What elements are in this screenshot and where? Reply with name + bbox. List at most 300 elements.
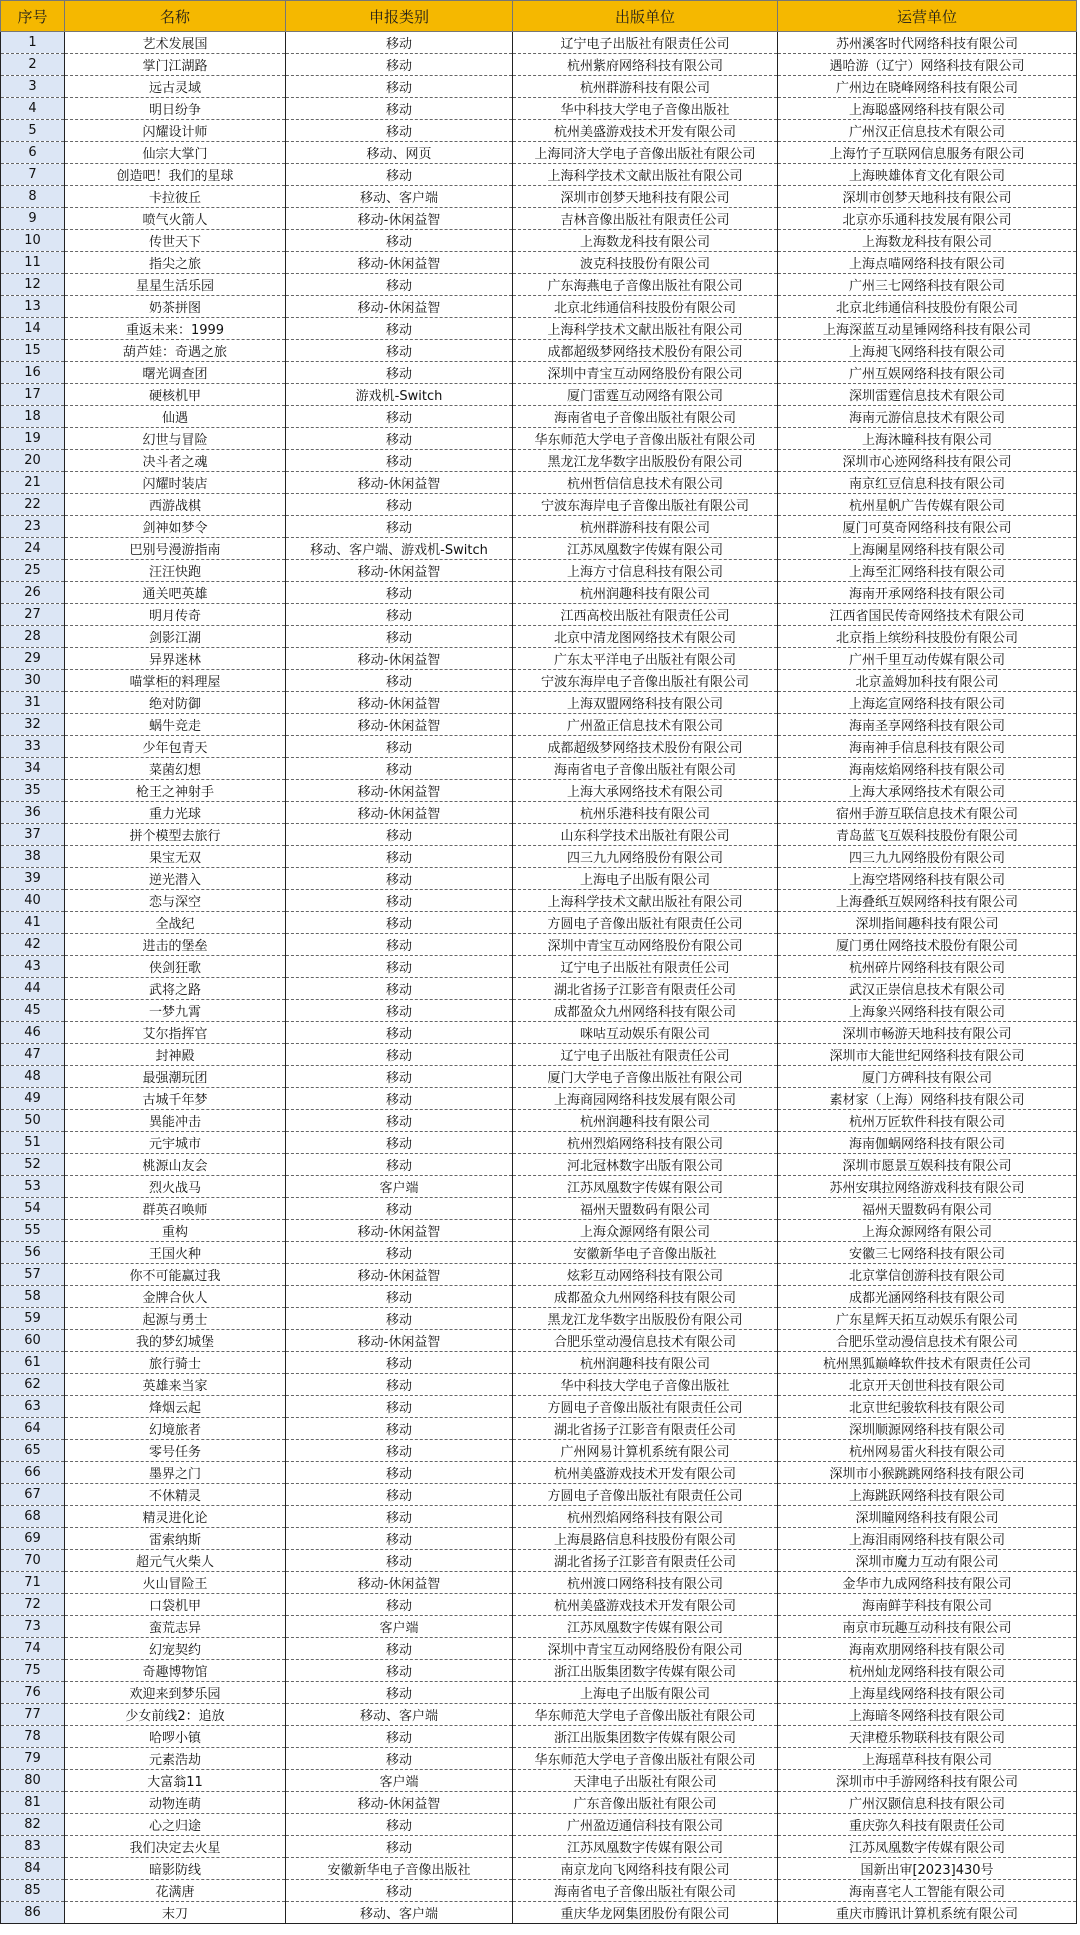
table-row — [1, 450, 1077, 472]
cell-operator: 上海瑶草科技有限公司 — [778, 1748, 1077, 1770]
cell-category: 移动-休闲益智 — [286, 560, 513, 582]
cell-index: 21 — [1, 472, 65, 494]
cell-name: 群英召唤师 — [65, 1198, 286, 1220]
cell-category: 移动 — [286, 1286, 513, 1308]
table-row — [1, 1088, 1077, 1110]
cell-name: 重返未来：1999 — [65, 318, 286, 340]
cell-name: 喷气火箭人 — [65, 208, 286, 230]
cell-name: 掌门江湖路 — [65, 54, 286, 76]
table-row — [1, 76, 1077, 98]
cell-publisher: 四三九九网络股份有限公司 — [513, 846, 778, 868]
table-row — [1, 1308, 1077, 1330]
cell-operator: 上海点喵网络科技有限公司 — [778, 252, 1077, 274]
cell-publisher: 杭州润趣科技有限公司 — [513, 1352, 778, 1374]
cell-index: 62 — [1, 1374, 65, 1396]
cell-index: 18 — [1, 406, 65, 428]
cell-index: 36 — [1, 802, 65, 824]
cell-index: 82 — [1, 1814, 65, 1836]
cell-operator: 重庆弥久科技有限责任公司 — [778, 1814, 1077, 1836]
cell-publisher: 华中科技大学电子音像出版社 — [513, 98, 778, 120]
cell-publisher: 杭州乐港科技有限公司 — [513, 802, 778, 824]
table-row — [1, 934, 1077, 956]
cell-index: 23 — [1, 516, 65, 538]
table-row — [1, 802, 1077, 824]
cell-publisher: 上海数龙科技有限公司 — [513, 230, 778, 252]
table-row — [1, 1110, 1077, 1132]
cell-category: 移动 — [286, 846, 513, 868]
cell-operator: 广东星辉天拓互动娱乐有限公司 — [778, 1308, 1077, 1330]
cell-category: 移动 — [286, 956, 513, 978]
cell-operator: 杭州星帆广告传媒有限公司 — [778, 494, 1077, 516]
cell-publisher: 方圆电子音像出版社有限责任公司 — [513, 912, 778, 934]
table-row — [1, 1792, 1077, 1814]
table-row — [1, 32, 1077, 54]
cell-publisher: 上海商园网络科技发展有限公司 — [513, 1088, 778, 1110]
cell-name: 你不可能赢过我 — [65, 1264, 286, 1286]
cell-name: 西游战棋 — [65, 494, 286, 516]
cell-category: 移动-休闲益智 — [286, 780, 513, 802]
table-row — [1, 274, 1077, 296]
table-row — [1, 846, 1077, 868]
cell-category: 移动-休闲益智 — [286, 714, 513, 736]
cell-index: 43 — [1, 956, 65, 978]
table-row — [1, 1484, 1077, 1506]
cell-category: 移动 — [286, 1528, 513, 1550]
cell-operator: 深圳市愿景互娱科技有限公司 — [778, 1154, 1077, 1176]
cell-name: 创造吧！我们的星球 — [65, 164, 286, 186]
cell-operator: 杭州碎片网络科技有限公司 — [778, 956, 1077, 978]
cell-index: 57 — [1, 1264, 65, 1286]
cell-publisher: 天津电子出版社有限公司 — [513, 1770, 778, 1792]
table-row — [1, 1748, 1077, 1770]
cell-category: 移动 — [286, 978, 513, 1000]
cell-index: 65 — [1, 1440, 65, 1462]
table-row — [1, 164, 1077, 186]
cell-category: 移动-休闲益智 — [286, 1220, 513, 1242]
cell-index: 37 — [1, 824, 65, 846]
cell-category: 移动-休闲益智 — [286, 1264, 513, 1286]
cell-index: 81 — [1, 1792, 65, 1814]
cell-name: 曙光调查团 — [65, 362, 286, 384]
cell-index: 16 — [1, 362, 65, 384]
cell-category: 客户端 — [286, 1616, 513, 1638]
table-row — [1, 1198, 1077, 1220]
cell-operator: 杭州灿龙网络科技有限公司 — [778, 1660, 1077, 1682]
cell-name: 艾尔指挥官 — [65, 1022, 286, 1044]
cell-index: 12 — [1, 274, 65, 296]
cell-operator: 上海泪雨网络科技有限公司 — [778, 1528, 1077, 1550]
cell-index: 15 — [1, 340, 65, 362]
table-row — [1, 1352, 1077, 1374]
cell-publisher: 河北冠林数字出版有限公司 — [513, 1154, 778, 1176]
cell-publisher: 上海众源网络有限公司 — [513, 1220, 778, 1242]
cell-index: 25 — [1, 560, 65, 582]
cell-index: 1 — [1, 32, 65, 54]
cell-operator: 深圳顺源网络科技有限公司 — [778, 1418, 1077, 1440]
cell-operator: 苏州安琪拉网络游戏科技有限公司 — [778, 1176, 1077, 1198]
cell-category: 游戏机-Switch — [286, 384, 513, 406]
table-row — [1, 1022, 1077, 1044]
cell-operator: 海南欢朋网络科技有限公司 — [778, 1638, 1077, 1660]
cell-operator: 四三九九网络股份有限公司 — [778, 846, 1077, 868]
cell-name: 逆光潜入 — [65, 868, 286, 890]
cell-publisher: 华东师范大学电子音像出版社有限公司 — [513, 1704, 778, 1726]
cell-operator: 深圳市小猴跳跳网络科技有限公司 — [778, 1462, 1077, 1484]
cell-publisher: 上海科学技术文献出版社有限公司 — [513, 890, 778, 912]
cell-category: 移动 — [286, 1484, 513, 1506]
cell-index: 63 — [1, 1396, 65, 1418]
cell-name: 枪王之神射手 — [65, 780, 286, 802]
cell-category: 移动、客户端 — [286, 1902, 513, 1924]
cell-name: 通关吧英雄 — [65, 582, 286, 604]
cell-name: 金牌合伙人 — [65, 1286, 286, 1308]
table-row — [1, 1440, 1077, 1462]
cell-operator: 上海跳跃网络科技有限公司 — [778, 1484, 1077, 1506]
table-row — [1, 670, 1077, 692]
table-row — [1, 956, 1077, 978]
cell-category: 移动 — [286, 340, 513, 362]
cell-operator: 南京红豆信息科技有限公司 — [778, 472, 1077, 494]
cell-index: 40 — [1, 890, 65, 912]
cell-publisher: 江苏凤凰数字传媒有限公司 — [513, 1176, 778, 1198]
cell-name: 巴别号漫游指南 — [65, 538, 286, 560]
table-row — [1, 890, 1077, 912]
cell-operator: 上海竹子互联网信息服务有限公司 — [778, 142, 1077, 164]
cell-index: 86 — [1, 1902, 65, 1924]
cell-index: 45 — [1, 1000, 65, 1022]
cell-operator: 上海迄宣网络科技有限公司 — [778, 692, 1077, 714]
cell-publisher: 深圳中青宝互动网络股份有限公司 — [513, 362, 778, 384]
cell-operator: 海南伽蜗网络科技有限公司 — [778, 1132, 1077, 1154]
cell-operator: 杭州黑狐巅峰软件技术有限责任公司 — [778, 1352, 1077, 1374]
table-row — [1, 1066, 1077, 1088]
cell-publisher: 宁波东海岸电子音像出版社有限公司 — [513, 494, 778, 516]
cell-operator: 深圳市大能世纪网络科技有限公司 — [778, 1044, 1077, 1066]
cell-name: 哈啰小镇 — [65, 1726, 286, 1748]
table-row — [1, 230, 1077, 252]
cell-index: 77 — [1, 1704, 65, 1726]
cell-operator: 宿州手游互联信息技术有限公司 — [778, 802, 1077, 824]
cell-category: 客户端 — [286, 1176, 513, 1198]
cell-index: 50 — [1, 1110, 65, 1132]
cell-category: 移动 — [286, 912, 513, 934]
cell-index: 41 — [1, 912, 65, 934]
cell-publisher: 江西高校出版社有限责任公司 — [513, 604, 778, 626]
cell-category: 移动 — [286, 274, 513, 296]
header-category: 申报类别 — [286, 1, 513, 32]
cell-publisher: 广东海燕电子音像出版社有限公司 — [513, 274, 778, 296]
cell-operator: 海南神手信息科技有限公司 — [778, 736, 1077, 758]
table-row — [1, 780, 1077, 802]
cell-operator: 厦门可莫奇网络科技有限公司 — [778, 516, 1077, 538]
table-row — [1, 1506, 1077, 1528]
cell-index: 3 — [1, 76, 65, 98]
cell-name: 末刀 — [65, 1902, 286, 1924]
cell-name: 少女前线2：追放 — [65, 1704, 286, 1726]
cell-publisher: 广州网易计算机系统有限公司 — [513, 1440, 778, 1462]
cell-operator: 上海至汇网络科技有限公司 — [778, 560, 1077, 582]
cell-name: 幻境旅者 — [65, 1418, 286, 1440]
cell-category: 移动-休闲益智 — [286, 472, 513, 494]
cell-operator: 安徽三七网络科技有限公司 — [778, 1242, 1077, 1264]
cell-index: 20 — [1, 450, 65, 472]
table-row — [1, 472, 1077, 494]
cell-publisher: 深圳中青宝互动网络股份有限公司 — [513, 1638, 778, 1660]
table-row — [1, 1418, 1077, 1440]
cell-operator: 海南元游信息技术有限公司 — [778, 406, 1077, 428]
cell-name: 暗影防线 — [65, 1858, 286, 1880]
cell-publisher: 上海晨路信息科技股份有限公司 — [513, 1528, 778, 1550]
cell-category: 移动 — [286, 98, 513, 120]
cell-category: 安徽新华电子音像出版社 — [286, 1858, 513, 1880]
cell-operator: 厦门勇仕网络技术股份有限公司 — [778, 934, 1077, 956]
cell-operator: 南京市玩趣互动科技有限公司 — [778, 1616, 1077, 1638]
cell-operator: 广州边在晓峰网络科技有限公司 — [778, 76, 1077, 98]
cell-category: 移动 — [286, 670, 513, 692]
table-row — [1, 1330, 1077, 1352]
cell-name: 少年包青天 — [65, 736, 286, 758]
cell-index: 71 — [1, 1572, 65, 1594]
cell-category: 移动-休闲益智 — [286, 296, 513, 318]
cell-name: 奇趣博物馆 — [65, 1660, 286, 1682]
cell-index: 51 — [1, 1132, 65, 1154]
cell-name: 旅行骑士 — [65, 1352, 286, 1374]
cell-publisher: 辽宁电子出版社有限责任公司 — [513, 32, 778, 54]
cell-category: 移动 — [286, 604, 513, 626]
cell-category: 移动-休闲益智 — [286, 1792, 513, 1814]
cell-publisher: 江苏凤凰数字传媒有限公司 — [513, 1616, 778, 1638]
cell-category: 移动-休闲益智 — [286, 1572, 513, 1594]
cell-operator: 海南圣享网络科技有限公司 — [778, 714, 1077, 736]
cell-name: 雷索纳斯 — [65, 1528, 286, 1550]
cell-index: 34 — [1, 758, 65, 780]
cell-category: 移动 — [286, 1836, 513, 1858]
cell-name: 仙宗大掌门 — [65, 142, 286, 164]
table-row — [1, 1154, 1077, 1176]
cell-publisher: 杭州群游科技有限公司 — [513, 76, 778, 98]
cell-index: 70 — [1, 1550, 65, 1572]
cell-index: 24 — [1, 538, 65, 560]
cell-operator: 天津橙乐物联科技有限公司 — [778, 1726, 1077, 1748]
table-row — [1, 1550, 1077, 1572]
cell-index: 6 — [1, 142, 65, 164]
cell-index: 73 — [1, 1616, 65, 1638]
table-row — [1, 912, 1077, 934]
cell-publisher: 辽宁电子出版社有限责任公司 — [513, 1044, 778, 1066]
cell-category: 移动 — [286, 1132, 513, 1154]
table-row — [1, 120, 1077, 142]
cell-publisher: 海南省电子音像出版社有限公司 — [513, 406, 778, 428]
cell-index: 72 — [1, 1594, 65, 1616]
cell-operator: 遇哈游（辽宁）网络科技有限公司 — [778, 54, 1077, 76]
cell-category: 移动 — [286, 934, 513, 956]
cell-operator: 广州千里互动传媒有限公司 — [778, 648, 1077, 670]
cell-operator: 广州汉正信息技术有限公司 — [778, 120, 1077, 142]
cell-name: 蜗牛竞走 — [65, 714, 286, 736]
cell-name: 菜菌幻想 — [65, 758, 286, 780]
cell-index: 49 — [1, 1088, 65, 1110]
header-name: 名称 — [65, 1, 286, 32]
cell-name: 異能冲击 — [65, 1110, 286, 1132]
table-row — [1, 1264, 1077, 1286]
table-row — [1, 428, 1077, 450]
cell-category: 移动 — [286, 1198, 513, 1220]
cell-operator: 上海大承网络技术有限公司 — [778, 780, 1077, 802]
table-row — [1, 1044, 1077, 1066]
cell-publisher: 波克科技股份有限公司 — [513, 252, 778, 274]
cell-category: 移动 — [286, 1418, 513, 1440]
cell-name: 喵掌柜的料理屋 — [65, 670, 286, 692]
cell-category: 移动 — [286, 824, 513, 846]
cell-category: 移动 — [286, 1594, 513, 1616]
cell-category: 移动 — [286, 1880, 513, 1902]
cell-index: 85 — [1, 1880, 65, 1902]
cell-operator: 深圳指间趣科技有限公司 — [778, 912, 1077, 934]
cell-publisher: 方圆电子音像出版社有限责任公司 — [513, 1396, 778, 1418]
cell-index: 39 — [1, 868, 65, 890]
cell-publisher: 成都盈众九州网络科技有限公司 — [513, 1286, 778, 1308]
cell-operator: 北京开天创世科技有限公司 — [778, 1374, 1077, 1396]
table-row — [1, 714, 1077, 736]
cell-operator: 江西省国民传奇网络技术有限公司 — [778, 604, 1077, 626]
cell-category: 移动 — [286, 428, 513, 450]
cell-category: 移动-休闲益智 — [286, 802, 513, 824]
cell-index: 69 — [1, 1528, 65, 1550]
cell-index: 10 — [1, 230, 65, 252]
cell-name: 汪汪快跑 — [65, 560, 286, 582]
cell-name: 烈火战马 — [65, 1176, 286, 1198]
cell-name: 闪耀设计师 — [65, 120, 286, 142]
cell-name: 幻宠契约 — [65, 1638, 286, 1660]
cell-index: 19 — [1, 428, 65, 450]
cell-publisher: 杭州烈焰网络科技有限公司 — [513, 1132, 778, 1154]
header-operator: 运营单位 — [778, 1, 1077, 32]
cell-operator: 深圳市魔力互动有限公司 — [778, 1550, 1077, 1572]
header-index: 序号 — [1, 1, 65, 32]
cell-index: 67 — [1, 1484, 65, 1506]
table-row — [1, 868, 1077, 890]
cell-category: 移动 — [286, 76, 513, 98]
cell-index: 4 — [1, 98, 65, 120]
cell-operator: 上海叠纸互娱网络科技有限公司 — [778, 890, 1077, 912]
cell-operator: 上海聪盛网络科技有限公司 — [778, 98, 1077, 120]
cell-name: 明月传奇 — [65, 604, 286, 626]
cell-name: 重力光球 — [65, 802, 286, 824]
cell-category: 移动 — [286, 1022, 513, 1044]
cell-index: 58 — [1, 1286, 65, 1308]
cell-publisher: 杭州美盛游戏技术开发有限公司 — [513, 1594, 778, 1616]
cell-category: 移动 — [286, 1550, 513, 1572]
cell-publisher: 上海方寸信息科技有限公司 — [513, 560, 778, 582]
cell-name: 远古灵域 — [65, 76, 286, 98]
cell-name: 幻世与冒险 — [65, 428, 286, 450]
cell-category: 移动 — [286, 120, 513, 142]
table-row — [1, 1242, 1077, 1264]
cell-index: 27 — [1, 604, 65, 626]
cell-publisher: 成都盈众九州网络科技有限公司 — [513, 1000, 778, 1022]
cell-publisher: 吉林音像出版社有限责任公司 — [513, 208, 778, 230]
cell-category: 移动 — [286, 890, 513, 912]
cell-name: 进击的堡垒 — [65, 934, 286, 956]
cell-operator: 上海映雄体育文化有限公司 — [778, 164, 1077, 186]
cell-index: 11 — [1, 252, 65, 274]
cell-name: 艺术发展国 — [65, 32, 286, 54]
cell-category: 移动-休闲益智 — [286, 1330, 513, 1352]
table-row — [1, 582, 1077, 604]
table-row — [1, 1572, 1077, 1594]
cell-operator: 海南喜宅人工智能有限公司 — [778, 1880, 1077, 1902]
cell-operator: 杭州网易雷火科技有限公司 — [778, 1440, 1077, 1462]
cell-index: 66 — [1, 1462, 65, 1484]
cell-publisher: 北京北纬通信科技股份有限公司 — [513, 296, 778, 318]
cell-operator: 上海数龙科技有限公司 — [778, 230, 1077, 252]
cell-publisher: 重庆华龙网集团股份有限公司 — [513, 1902, 778, 1924]
table-row — [1, 1836, 1077, 1858]
cell-name: 大富翁11 — [65, 1770, 286, 1792]
cell-publisher: 江苏凤凰数字传媒有限公司 — [513, 538, 778, 560]
cell-publisher: 华东师范大学电子音像出版社有限公司 — [513, 1748, 778, 1770]
cell-operator: 海南开承网络科技有限公司 — [778, 582, 1077, 604]
cell-index: 42 — [1, 934, 65, 956]
cell-name: 古城千年梦 — [65, 1088, 286, 1110]
cell-publisher: 湖北省扬子江影音有限责任公司 — [513, 978, 778, 1000]
cell-category: 移动、客户端 — [286, 1704, 513, 1726]
table-row — [1, 1000, 1077, 1022]
cell-operator: 青岛蓝飞互娱科技股份有限公司 — [778, 824, 1077, 846]
cell-category: 移动 — [286, 406, 513, 428]
table-row — [1, 1880, 1077, 1902]
table-row — [1, 626, 1077, 648]
table-row — [1, 648, 1077, 670]
cell-category: 移动 — [286, 736, 513, 758]
cell-category: 移动 — [286, 1352, 513, 1374]
cell-category: 移动、客户端 — [286, 186, 513, 208]
table-row — [1, 1726, 1077, 1748]
cell-publisher: 杭州渡口网络科技有限公司 — [513, 1572, 778, 1594]
cell-index: 26 — [1, 582, 65, 604]
cell-operator: 上海星线网络科技有限公司 — [778, 1682, 1077, 1704]
cell-operator: 上海象兴网络科技有限公司 — [778, 1000, 1077, 1022]
cell-index: 60 — [1, 1330, 65, 1352]
table-row — [1, 1374, 1077, 1396]
cell-operator: 重庆市腾讯计算机系统有限公司 — [778, 1902, 1077, 1924]
cell-name: 异界迷林 — [65, 648, 286, 670]
cell-index: 30 — [1, 670, 65, 692]
table-row — [1, 604, 1077, 626]
cell-operator: 深圳市心迹网络科技有限公司 — [778, 450, 1077, 472]
table-row — [1, 142, 1077, 164]
cell-publisher: 山东科学技术出版社有限公司 — [513, 824, 778, 846]
cell-name: 恋与深空 — [65, 890, 286, 912]
cell-publisher: 杭州润趣科技有限公司 — [513, 1110, 778, 1132]
cell-publisher: 江苏凤凰数字传媒有限公司 — [513, 1836, 778, 1858]
cell-name: 烽烟云起 — [65, 1396, 286, 1418]
cell-index: 2 — [1, 54, 65, 76]
cell-index: 9 — [1, 208, 65, 230]
cell-publisher: 浙江出版集团数字传媒有限公司 — [513, 1660, 778, 1682]
cell-index: 14 — [1, 318, 65, 340]
table-row — [1, 1814, 1077, 1836]
cell-operator: 厦门方碑科技有限公司 — [778, 1066, 1077, 1088]
cell-publisher: 海南省电子音像出版社有限公司 — [513, 1880, 778, 1902]
cell-name: 动物连萌 — [65, 1792, 286, 1814]
table-row — [1, 384, 1077, 406]
cell-index: 76 — [1, 1682, 65, 1704]
cell-category: 移动、客户端、游戏机-Switch — [286, 538, 513, 560]
cell-operator: 上海深蓝互动星锤网络科技有限公司 — [778, 318, 1077, 340]
header-row — [1, 1, 1077, 32]
cell-index: 56 — [1, 1242, 65, 1264]
